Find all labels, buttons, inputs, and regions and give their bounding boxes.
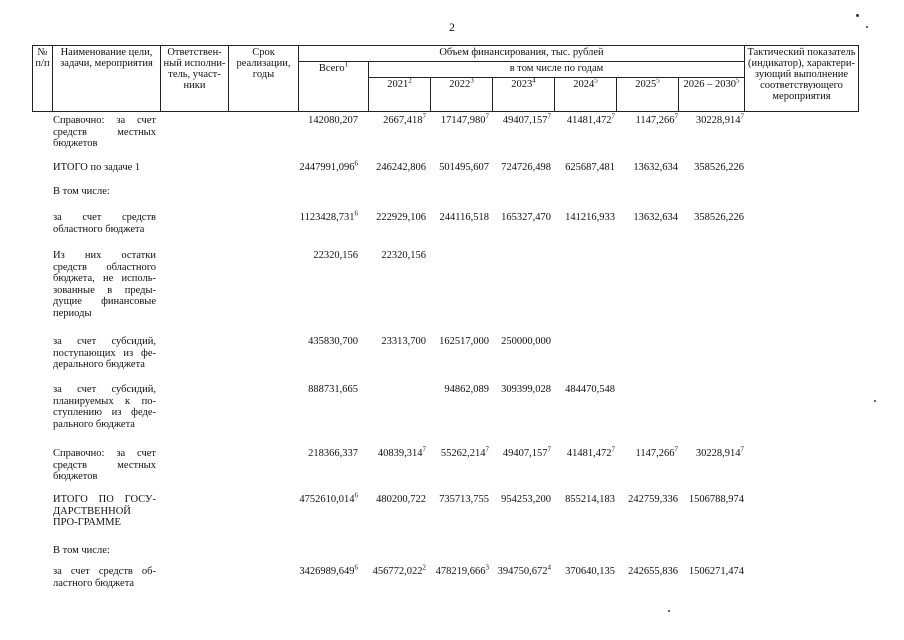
header-year-5: 2026 – 2030$^5$ bbox=[679, 78, 745, 112]
value-2026-2030: 1506271,474 bbox=[688, 566, 744, 577]
value-2023: 250000,000 bbox=[501, 336, 551, 347]
row-name: В том числе: bbox=[53, 186, 110, 197]
value-2022: 162517,000 bbox=[439, 336, 489, 347]
scan-speck bbox=[668, 610, 670, 612]
value-2025: 13632,634 bbox=[633, 162, 678, 173]
value-2022: 55262,214$^7$ bbox=[440, 445, 489, 459]
value-2025: 13632,634 bbox=[633, 212, 678, 223]
row-name: Справочно: за счет средств местных бюджетов bbox=[53, 115, 156, 149]
value-2022: 244116,518 bbox=[439, 212, 489, 223]
value-2021: 40839,314$^7$ bbox=[377, 445, 426, 459]
value-2021: 23313,700 bbox=[381, 336, 426, 347]
row-name: за счет субсидий, поступающих из фе-дерального бюджета bbox=[53, 336, 156, 370]
header-col-responsible: Ответствен-ный исполни-тель, участ-ники bbox=[161, 46, 229, 112]
value-total: 1123428,731$^6$ bbox=[299, 209, 358, 223]
header-col-total: Всего$^1$ bbox=[299, 62, 369, 112]
value-total: 4752610,014$^6$ bbox=[299, 491, 358, 505]
scan-speck bbox=[856, 14, 859, 17]
value-2021: 2667,418$^7$ bbox=[383, 112, 426, 126]
value-2025: 242759,336 bbox=[628, 494, 678, 505]
value-2024: 484470,548 bbox=[565, 384, 615, 395]
value-2026-2030: 1506788,974 bbox=[688, 494, 744, 505]
value-2024: 855214,183 bbox=[565, 494, 615, 505]
header-col-name: Наименование цели, задачи, мероприятия bbox=[53, 46, 161, 112]
header-year-1: 2022$^3$ bbox=[431, 78, 493, 112]
value-total: 142080,207 bbox=[308, 115, 358, 126]
row-name: ИТОГО по задаче 1 bbox=[53, 162, 141, 173]
header-year-3: 2024$^5$ bbox=[555, 78, 617, 112]
value-2021: 222929,106 bbox=[376, 212, 426, 223]
value-2023: 49407,157$^7$ bbox=[502, 445, 551, 459]
value-2021: 480200,722 bbox=[376, 494, 426, 505]
value-2026-2030: 30228,914$^7$ bbox=[695, 445, 744, 459]
header-col-by-years: в том числе по годам bbox=[369, 62, 745, 78]
scan-speck bbox=[866, 26, 868, 28]
row-name: Из них остатки средств областного бюджета, не исполь-зованные в преды-дущие финансовые периоды bbox=[53, 250, 156, 319]
value-total: 3426989,649$^6$ bbox=[299, 563, 358, 577]
value-total: 2447991,096$^6$ bbox=[299, 159, 358, 173]
header-year-4: 2025$^5$ bbox=[617, 78, 679, 112]
header-col-volume: Объем финансирования, тыс. рублей bbox=[299, 46, 745, 62]
header-col-indicator: Тактический показатель (индикатор), характери-зующий выполнение соответствующего мероприятия bbox=[745, 46, 859, 112]
value-2021: 246242,806 bbox=[376, 162, 426, 173]
value-2025: 242655,836 bbox=[628, 566, 678, 577]
value-total: 218366,337 bbox=[308, 448, 358, 459]
value-2025: 1147,266$^7$ bbox=[635, 112, 678, 126]
value-2026-2030: 358526,226 bbox=[694, 212, 744, 223]
row-name: за счет средств областного бюджета bbox=[53, 212, 156, 235]
value-2025: 1147,266$^7$ bbox=[635, 445, 678, 459]
header-year-2: 2023$^4$ bbox=[493, 78, 555, 112]
scan-speck bbox=[874, 400, 876, 402]
value-2021: 22320,156 bbox=[381, 250, 426, 261]
value-2024: 141216,933 bbox=[565, 212, 615, 223]
value-2023: 309399,028 bbox=[501, 384, 551, 395]
value-2024: 370640,135 bbox=[565, 566, 615, 577]
value-2022: 94862,089 bbox=[444, 384, 489, 395]
row-name: В том числе: bbox=[53, 545, 110, 556]
value-total: 435830,700 bbox=[308, 336, 358, 347]
value-2022: 735713,755 bbox=[439, 494, 489, 505]
page-number: 2 bbox=[449, 20, 455, 34]
value-2024: 41481,472$^7$ bbox=[566, 445, 615, 459]
value-2026-2030: 358526,226 bbox=[694, 162, 744, 173]
value-2023: 954253,200 bbox=[501, 494, 551, 505]
value-2022: 478219,666$^3$ bbox=[435, 563, 489, 577]
row-name: за счет субсидий, планируемых к по-ступлению из феде-рального бюджета bbox=[53, 384, 156, 430]
value-2022: 17147,980$^7$ bbox=[440, 112, 489, 126]
header-year-0: 2021$^2$ bbox=[369, 78, 431, 112]
value-2024: 625687,481 bbox=[565, 162, 615, 173]
header-col-number: № п/п bbox=[33, 46, 53, 112]
row-name: ИТОГО ПО ГОСУ-ДАРСТВЕННОЙ ПРО-ГРАММЕ bbox=[53, 494, 156, 528]
row-name: Справочно: за счет средств местных бюджетов bbox=[53, 448, 156, 482]
value-2024: 41481,472$^7$ bbox=[566, 112, 615, 126]
value-2021: 456772,022$^2$ bbox=[372, 563, 426, 577]
value-2023: 165327,470 bbox=[501, 212, 551, 223]
value-2022: 501495,607 bbox=[439, 162, 489, 173]
row-name: за счет средств об-ластного бюджета bbox=[53, 566, 156, 589]
value-total: 888731,665 bbox=[308, 384, 358, 395]
value-2023: 394750,672$^4$ bbox=[497, 563, 551, 577]
value-total: 22320,156 bbox=[313, 250, 358, 261]
value-2023: 724726,498 bbox=[501, 162, 551, 173]
header-col-term: Срок реализации, годы bbox=[229, 46, 299, 112]
value-2026-2030: 30228,914$^7$ bbox=[695, 112, 744, 126]
value-2023: 49407,157$^7$ bbox=[502, 112, 551, 126]
